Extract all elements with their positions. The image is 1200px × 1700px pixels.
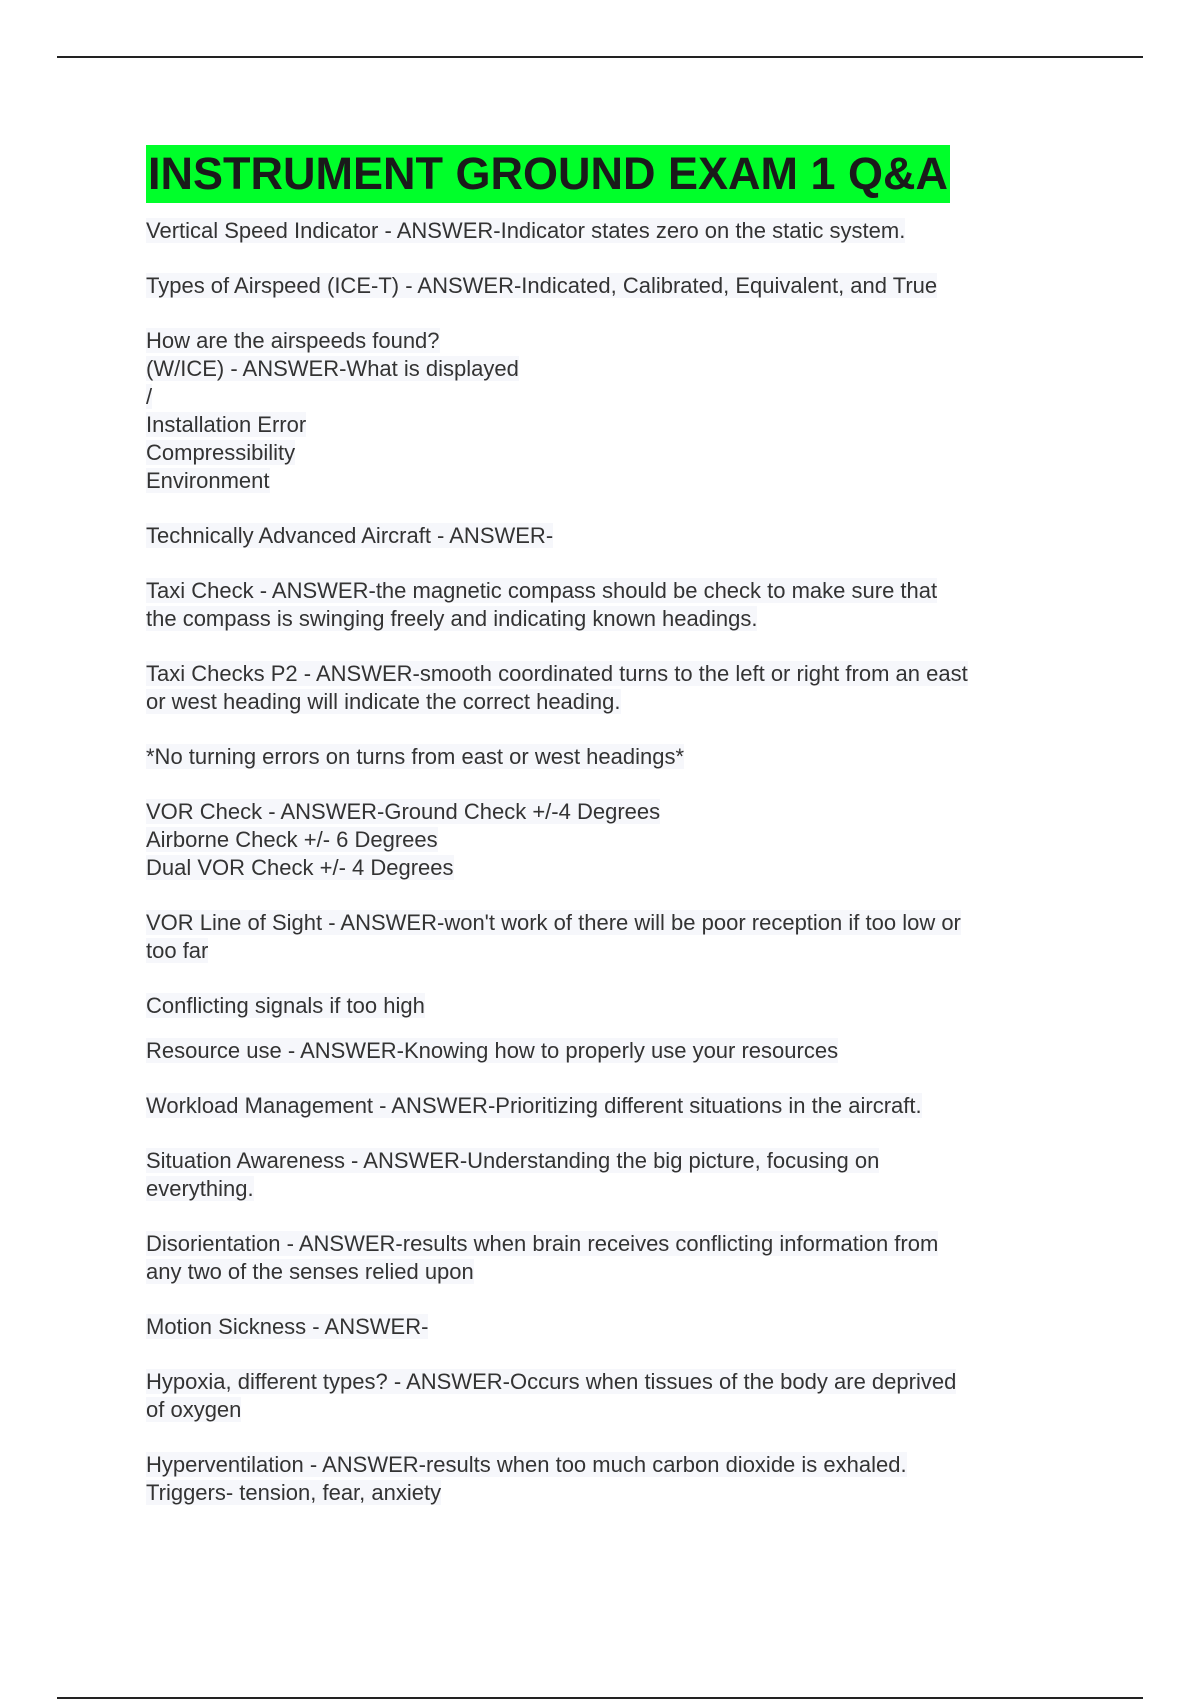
qa-line: Disorientation - ANSWER-results when brain receives conflicting information from xyxy=(146,1231,939,1256)
qa-entry xyxy=(146,1313,1066,1341)
qa-entry xyxy=(146,522,1066,550)
qa-entry xyxy=(146,327,1066,495)
qa-line: Taxi Checks P2 - ANSWER-smooth coordinated turns to the left or right from an east xyxy=(146,661,968,686)
qa-list xyxy=(146,217,1066,1507)
qa-entry xyxy=(146,798,1066,882)
top-rule xyxy=(57,56,1143,58)
qa-entry xyxy=(146,743,1066,771)
qa-line: too far xyxy=(146,938,209,963)
qa-line: Resource use - ANSWER-Knowing how to properly use your resources xyxy=(146,1038,839,1063)
qa-entry xyxy=(146,1147,1066,1203)
qa-entry xyxy=(146,1092,1066,1120)
qa-line: Types of Airspeed (ICE-T) - ANSWER-Indicated, Calibrated, Equivalent, and True xyxy=(146,273,938,298)
qa-line: Motion Sickness - ANSWER- xyxy=(146,1314,429,1339)
qa-line: Airborne Check +/- 6 Degrees xyxy=(146,827,438,852)
qa-line: of oxygen xyxy=(146,1397,242,1422)
qa-entry xyxy=(146,992,1066,1020)
qa-entry xyxy=(146,1368,1066,1424)
qa-line: the compass is swinging freely and indicating known headings. xyxy=(146,606,758,631)
qa-line: Vertical Speed Indicator - ANSWER-Indicator states zero on the static system. xyxy=(146,218,906,243)
qa-line: Compressibility xyxy=(146,440,296,465)
qa-line: Hypoxia, different types? - ANSWER-Occurs when tissues of the body are deprived xyxy=(146,1369,957,1394)
qa-line: (W/ICE) - ANSWER-What is displayed xyxy=(146,356,519,381)
qa-entry xyxy=(146,1230,1066,1286)
qa-entry xyxy=(146,909,1066,965)
qa-line: Technically Advanced Aircraft - ANSWER- xyxy=(146,523,554,548)
qa-line: Installation Error xyxy=(146,412,307,437)
qa-entry xyxy=(146,577,1066,633)
bottom-rule xyxy=(57,1697,1143,1699)
qa-entry xyxy=(146,660,1066,716)
qa-line: or west heading will indicate the correct heading. xyxy=(146,689,621,714)
qa-line: everything. xyxy=(146,1176,254,1201)
qa-line: VOR Line of Sight - ANSWER-won't work of there will be poor reception if too low or xyxy=(146,910,961,935)
qa-line: Situation Awareness - ANSWER-Understanding the big picture, focusing on xyxy=(146,1148,880,1173)
qa-line: VOR Check - ANSWER-Ground Check +/-4 Degrees xyxy=(146,799,661,824)
qa-line: Taxi Check - ANSWER-the magnetic compass should be check to make sure that xyxy=(146,578,938,603)
qa-line: *No turning errors on turns from east or west headings* xyxy=(146,744,685,769)
qa-line: any two of the senses relied upon xyxy=(146,1259,474,1284)
qa-entry xyxy=(146,1037,1066,1065)
qa-entry xyxy=(146,272,1066,300)
qa-line: Environment xyxy=(146,468,270,493)
qa-line: Hyperventilation - ANSWER-results when too much carbon dioxide is exhaled. xyxy=(146,1452,907,1477)
qa-line: Workload Management - ANSWER-Prioritizing different situations in the aircraft. xyxy=(146,1093,922,1118)
qa-line: How are the airspeeds found? xyxy=(146,328,440,353)
qa-line: Dual VOR Check +/- 4 Degrees xyxy=(146,855,454,880)
qa-line: / xyxy=(146,384,153,409)
qa-line: Triggers- tension, fear, anxiety xyxy=(146,1480,442,1505)
document-body xyxy=(146,145,1066,1534)
qa-line: Conflicting signals if too high xyxy=(146,993,425,1018)
qa-entry xyxy=(146,1451,1066,1507)
qa-entry xyxy=(146,217,1066,245)
document-title: INSTRUMENT GROUND EXAM 1 Q&A xyxy=(146,145,950,203)
